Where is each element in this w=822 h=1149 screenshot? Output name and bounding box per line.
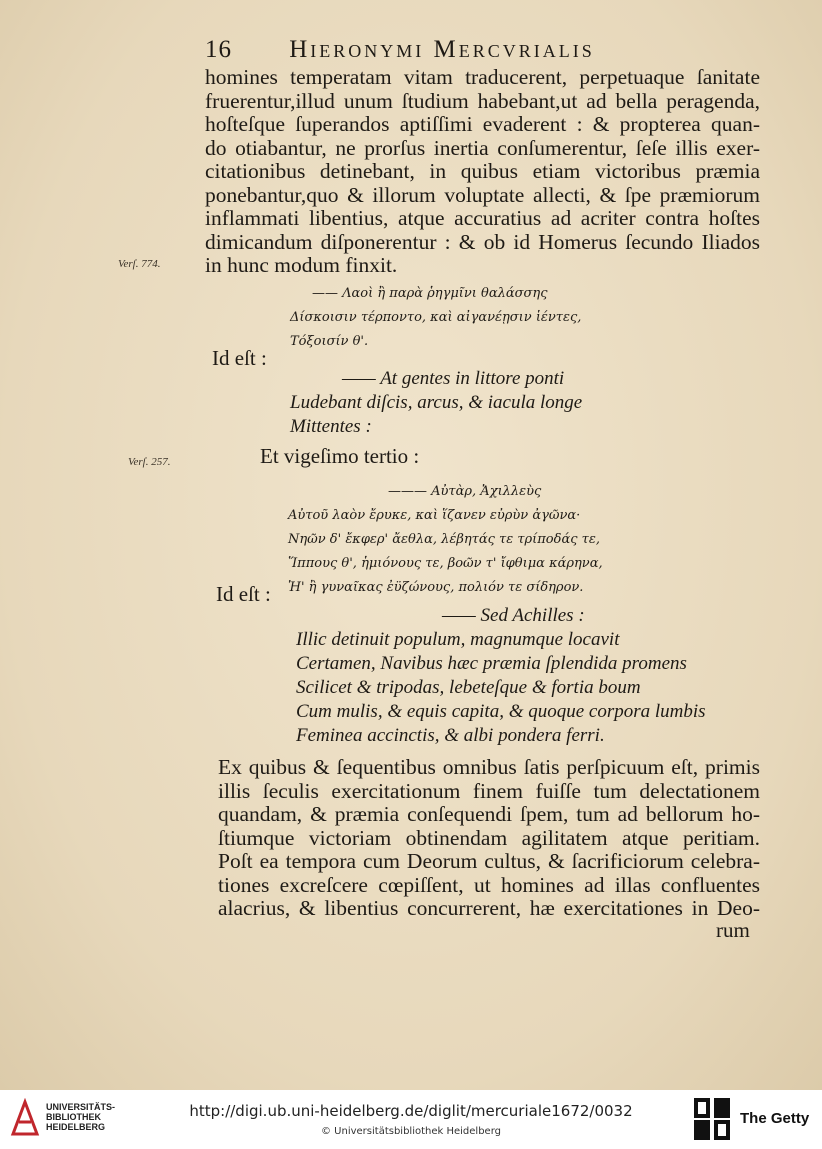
- greek-quote-2: [288, 480, 603, 600]
- running-header: [205, 36, 765, 64]
- verse-line: Certamen, Navibus hæc præmia ſplendida promens: [296, 653, 687, 674]
- text-line: do otiabantur, ne prorſus inertia conſumerentur, ſeſe illis exer-: [205, 135, 760, 160]
- id-est-label-1: Id eſt :: [212, 346, 267, 370]
- text-line: inflammati libentius, atque accuratius ad acriter contra hoſtes: [205, 206, 760, 230]
- page-number: 16: [205, 36, 232, 63]
- running-title: Hieronymi Mercvrialis: [289, 36, 595, 63]
- text-line: ponebantur,quo & illorum voluptate allecti, & ſpe præmiorum: [205, 182, 760, 207]
- margin-note-verse-774: Verſ. 774.: [118, 258, 161, 270]
- greek-line: —— Λαοὶ ἢ παρὰ ῥηγμῖνι θαλάσσης: [312, 286, 548, 301]
- text-line: dimicandum diſponerentur : & ob id Homerus ſecundo Iliados: [205, 229, 760, 254]
- verse-line: —— Sed Achilles :: [442, 605, 585, 626]
- text-line: in hunc modum finxit.: [205, 253, 398, 277]
- verse-line: Mittentes :: [290, 416, 372, 437]
- verse-line: Feminea accinctis, & albi pondera ferri.: [296, 725, 605, 746]
- text-line: ſtiumque victoriam obtinendam agilitatem atque peritiam.: [218, 825, 760, 850]
- margin-note-verse-257: Verſ. 257.: [128, 456, 171, 468]
- id-est-label-2: Id eſt :: [216, 582, 271, 606]
- getty-logo-icon: [692, 1096, 732, 1142]
- latin-translation-1: [290, 367, 582, 439]
- permalink-url[interactable]: http://digi.ub.uni-heidelberg.de/diglit/mercuriale1672/0032: [189, 1102, 633, 1120]
- text-line: hoſteſque ſuperandos aptiſſimi evaderent : & propterea quan-: [205, 112, 760, 136]
- text-line: homines temperatam vitam traducerent, perpetuaque ſanitate: [205, 65, 760, 89]
- copyright-notice: © Universitätsbibliothek Heidelberg: [320, 1126, 501, 1137]
- verse-line: —— At gentes in littore ponti: [342, 368, 565, 389]
- paragraph-1: [205, 66, 760, 278]
- vigesimo-tertio-label: Et vigeſimo tertio :: [260, 444, 420, 468]
- text-line: Ex quibus & ſequentibus omnibus ſatis perſpicuum eſt, primis: [218, 755, 760, 779]
- verse-line: Illic detinuit populum, magnumque locavit: [296, 629, 620, 650]
- greek-line: Αὐτοῦ λαὸν ἔρυκε, καὶ ἵζανεν εὐρὺν ἀγῶνα·: [288, 508, 581, 523]
- greek-quote-1: [290, 282, 581, 354]
- text-line: fruerentur,illud unum ſtudium habebant,ut ad bella peragenda,: [205, 88, 760, 113]
- text-line: alacrius, & libentius concurrerent, hæ exercitationes in Deo-: [218, 896, 760, 920]
- catchword: rum: [716, 918, 750, 942]
- text-line: illis ſeculis exercitationum finem fuiſſe tum delectationem: [218, 778, 760, 803]
- verse-line: Ludebant diſcis, arcus, & iacula longe: [290, 392, 583, 413]
- latin-translation-2: [296, 604, 706, 748]
- greek-line: Τόξοισίν θ'.: [290, 334, 369, 349]
- greek-line: Δίσκοισιν τέρποντο, καὶ αἰγανέῃσιν ἱέντες,: [290, 310, 582, 325]
- verse-line: Cum mulis, & equis capita, & quoque corpora lumbis: [296, 701, 706, 722]
- viewer-footer: [0, 1090, 822, 1149]
- text-line: Poſt ea tempora cum Deorum cultus, & ſacrificiorum celebra-: [218, 849, 760, 873]
- greek-line: Ἠ' ἢ γυναῖκας ἐϋζώνους, πολιόν τε σίδηρον.: [288, 580, 584, 595]
- greek-line: ——— Αὐτὰρ, Ἀχιλλεὺς: [388, 484, 542, 499]
- library-name-line: HEIDELBERG: [46, 1122, 106, 1132]
- library-name-line: BIBLIOTHEK: [46, 1112, 101, 1122]
- greek-line: Ἵππους θ', ἡμιόνους τε, βοῶν τ' ἴφθιμα κάρηνα,: [288, 556, 603, 571]
- text-line: citationibus detinebant, in quibus etiam victoribus præmia: [205, 159, 760, 183]
- paragraph-2: [218, 756, 760, 921]
- library-name-line: UNIVERSITÄTS-: [46, 1102, 116, 1112]
- text-line: quandam, & præmia conſequendi ſpem, tum ad bellorum ho-: [218, 802, 760, 826]
- verse-line: Scilicet & tripodas, lebeteſque & fortia boum: [296, 677, 641, 698]
- text-line: tiones excreſcere cœpiſſent, ut homines ad illas confluentes: [218, 872, 760, 897]
- greek-line: Νηῶν δ' ἔκφερ' ἄεθλα, λέβητάς τε τρίποδάς τε,: [288, 532, 600, 547]
- getty-label: The Getty: [740, 1110, 810, 1127]
